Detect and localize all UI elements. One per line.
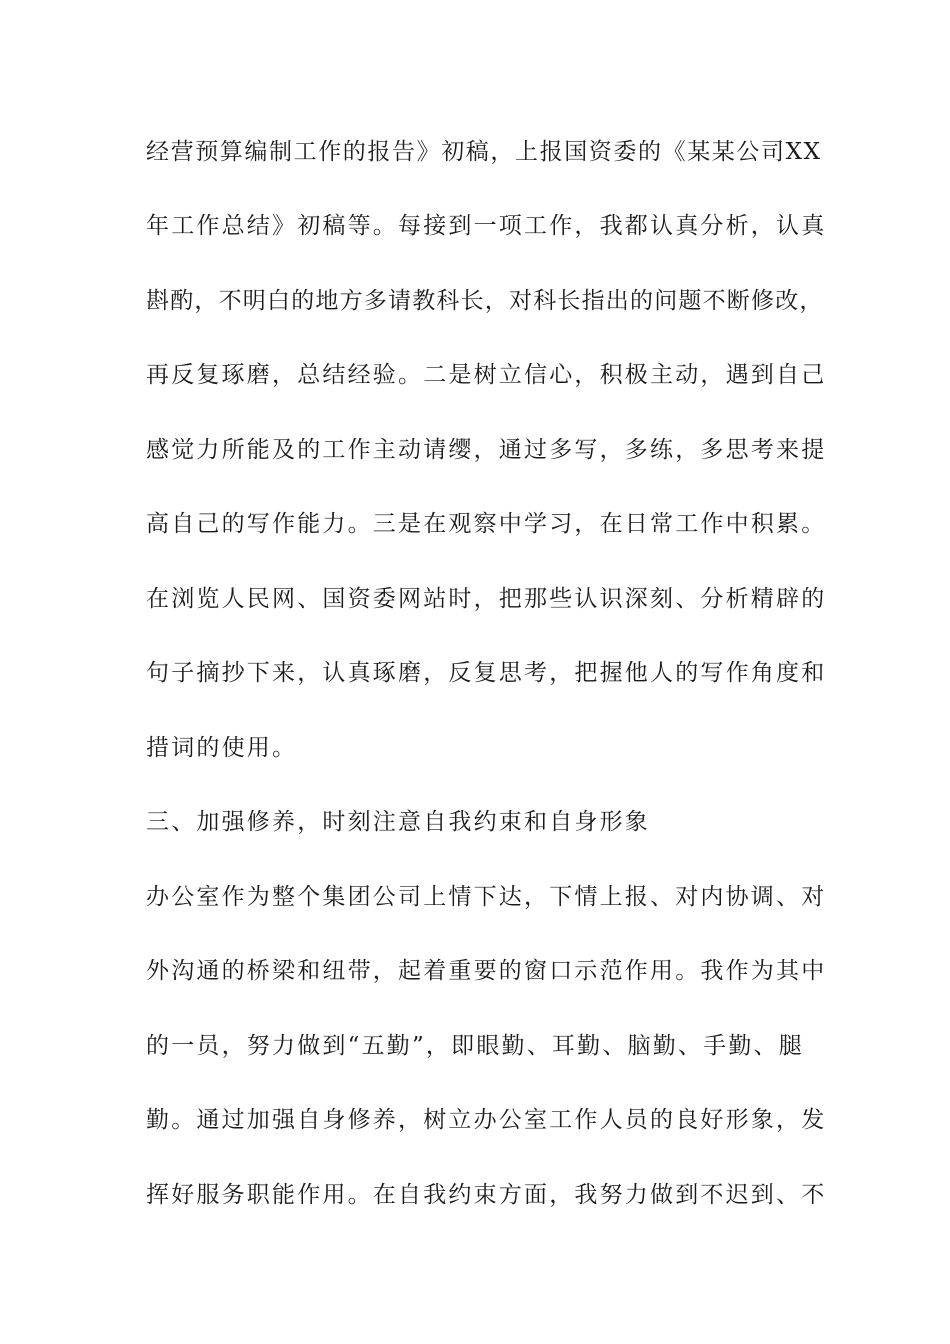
text-line: 外沟通的桥梁和纽带，起着重要的窗口示范作用。我作为其中 (146, 958, 827, 984)
text-line: 的一员，努力做到“五勤”，即眼勤、耳勤、脑勤、手勤、腿 (146, 1033, 804, 1059)
text-line: 感觉力所能及的工作主动请缨，通过多写，多练，多思考来提 (146, 437, 827, 463)
text-line: 在浏览人民网、国资委网站时，把那些认识深刻、分析精辟的 (146, 586, 827, 612)
text-line: 斟酌，不明白的地方多请教科长，对科长指出的问题不断修改， (146, 288, 824, 314)
text-line: 高自己的写作能力。三是在观察中学习，在日常工作中积累。 (146, 511, 827, 537)
text-line: 勤。通过加强自身修养，树立办公室工作人员的良好形象，发 (146, 1107, 827, 1133)
text-line: 句子摘抄下来，认真琢磨，反复思考，把握他人的写作角度和 (146, 660, 827, 686)
text-line: 措词的使用。 (146, 735, 298, 761)
text-line: 再反复琢磨，总结经验。二是树立信心，积极主动，遇到自己 (146, 362, 827, 388)
text-line: 经营预算编制工作的报告》初稿，上报国资委的《某某公司XX (146, 139, 822, 165)
text-line: 挥好服务职能作用。在自我约束方面，我努力做到不迟到、不 (146, 1182, 827, 1208)
text-line: 办公室作为整个集团公司上情下达，下情上报、对内协调、对 (146, 884, 827, 910)
text-line: 年工作总结》初稿等。每接到一项工作，我都认真分析，认真 (146, 213, 827, 239)
section-heading: 三、加强修养，时刻注意自我约束和自身形象 (146, 809, 650, 835)
